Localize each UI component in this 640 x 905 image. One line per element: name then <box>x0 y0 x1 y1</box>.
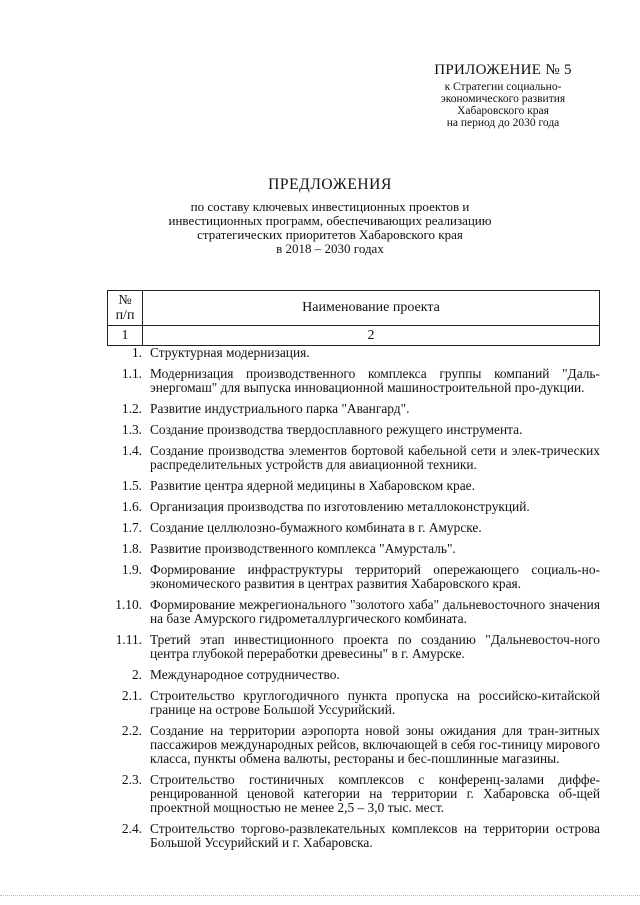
list-item-number: 1.11. <box>115 632 142 647</box>
col-number-header-line2: п/п <box>115 308 135 323</box>
list-item-text: Создание на территории аэропорта новой зоны ожидания для тран-зитных пассажиров международных рейсов, включающей в себя гос-тиницу мирового класса, пункты обмена валюты, рестораны и бес-пошлинные магазины. <box>150 723 600 766</box>
list-item-number: 2.4. <box>121 821 142 836</box>
list-item <box>104 479 600 493</box>
list-item-number: 2.1. <box>121 688 142 703</box>
list-item-text: Развитие индустриального парка "Авангард". <box>150 401 410 416</box>
projects-table-header <box>107 290 600 346</box>
list-item-number: 2.3. <box>121 772 142 787</box>
list-item <box>104 822 600 850</box>
list-item-number: 1.2. <box>121 401 142 416</box>
document-title: ПРЕДЛОЖЕНИЯ <box>268 176 392 193</box>
list-item <box>104 598 600 626</box>
list-item-number: 1.4. <box>121 443 142 458</box>
list-item-number: 1.1. <box>121 366 142 381</box>
list-item-number: 1.10. <box>115 597 142 612</box>
list-item-text: Строительство гостиничных комплексов с конференц-залами диффе-ренцированной ценовой категории на территории г. Хабаровска об-щей проектной мощностью не менее 2,5 – 3,0 тыс. мест. <box>150 772 600 815</box>
list-item-text: Организация производства по изготовлению металлоконструкций. <box>150 499 530 514</box>
list-item <box>104 500 600 514</box>
appendix-line: экономического развития <box>440 93 566 105</box>
list-item-number: 1. <box>131 345 142 360</box>
list-item-number: 1.3. <box>121 422 142 437</box>
document-subtitle-line: в 2018 – 2030 годах <box>276 241 384 256</box>
list-item <box>104 346 600 360</box>
appendix-line: Хабаровского края <box>457 105 549 117</box>
list-item-text: Развитие центра ядерной медицины в Хабаровском крае. <box>150 478 475 493</box>
list-item-text: Модернизация производственного комплекса группы компаний "Даль-энергомаш" для выпуска инновационной машиностроительной про-дукции. <box>150 366 600 395</box>
list-item-text: Строительство круглогодичного пункта пропуска на российско-китайской границе на острове Большой Уссурийский. <box>150 688 600 717</box>
document-subtitle-line: стратегических приоритетов Хабаровского края <box>197 227 463 242</box>
list-item-number: 1.7. <box>121 520 142 535</box>
list-item <box>104 423 600 437</box>
list-item <box>104 773 600 815</box>
list-item <box>104 689 600 717</box>
document-subtitle-line: по составу ключевых инвестиционных проектов и <box>190 199 470 214</box>
list-item-number: 1.5. <box>121 478 142 493</box>
list-item <box>104 402 600 416</box>
list-item-number: 1.6. <box>121 499 142 514</box>
list-item-text: Формирование инфраструктуры территорий опережающего социаль-но-экономического развития в центрах развития Хабаровского края. <box>150 562 600 591</box>
list-item <box>104 542 600 556</box>
list-item <box>104 724 600 766</box>
col-number-header-line1: № <box>118 293 132 308</box>
list-item-text: Третий этап инвестиционного проекта по созданию "Дальневосточ-ного центра глубокой переработки древесины" в г. Амурске. <box>150 632 600 661</box>
list-item-text: Создание производства твердосплавного режущего инструмента. <box>150 422 523 437</box>
col-number-header <box>108 291 143 326</box>
list-item-number: 2.2. <box>121 723 142 738</box>
list-item-number: 1.9. <box>121 562 142 577</box>
document-heading <box>120 176 540 256</box>
page-bottom-rule <box>0 895 640 896</box>
appendix-line: на период до 2030 года <box>446 117 560 129</box>
list-item-text: Развитие производственного комплекса "Амурсталь". <box>150 541 456 556</box>
list-item <box>104 563 600 591</box>
appendix-block <box>418 62 588 129</box>
list-item-text: Строительство торгово-развлекательных комплексов на территории острова Большой Уссурийский и г. Хабаровска. <box>150 821 600 850</box>
col-name-header: Наименование проекта <box>143 291 600 326</box>
col-number-index: 1 <box>108 326 143 346</box>
table-index-row <box>108 326 600 346</box>
list-item-text: Формирование межрегионального "золотого хаба" дальневосточного значения на базе Амурского гидрометаллургического комбината. <box>150 597 600 626</box>
appendix-line: к Стратегии социально- <box>444 81 562 93</box>
project-list <box>104 346 600 857</box>
col-name-index: 2 <box>143 326 600 346</box>
document-subtitle-line: инвестиционных программ, обеспечивающих реализацию <box>168 213 492 228</box>
list-item <box>104 668 600 682</box>
list-item <box>104 444 600 472</box>
list-item <box>104 367 600 395</box>
list-item-text: Создание целлюлозно-бумажного комбината в г. Амурске. <box>150 520 482 535</box>
list-item-text: Международное сотрудничество. <box>150 667 340 682</box>
table-header-row <box>108 291 600 326</box>
list-item-text: Создание производства элементов бортовой кабельной сети и элек-трических распределительных устройств для авиационной техники. <box>150 443 600 472</box>
list-item <box>104 633 600 661</box>
list-item-text: Структурная модернизация. <box>150 345 310 360</box>
appendix-title: ПРИЛОЖЕНИЕ № 5 <box>434 62 572 78</box>
list-item <box>104 521 600 535</box>
list-item-number: 2. <box>131 667 142 682</box>
list-item-number: 1.8. <box>121 541 142 556</box>
